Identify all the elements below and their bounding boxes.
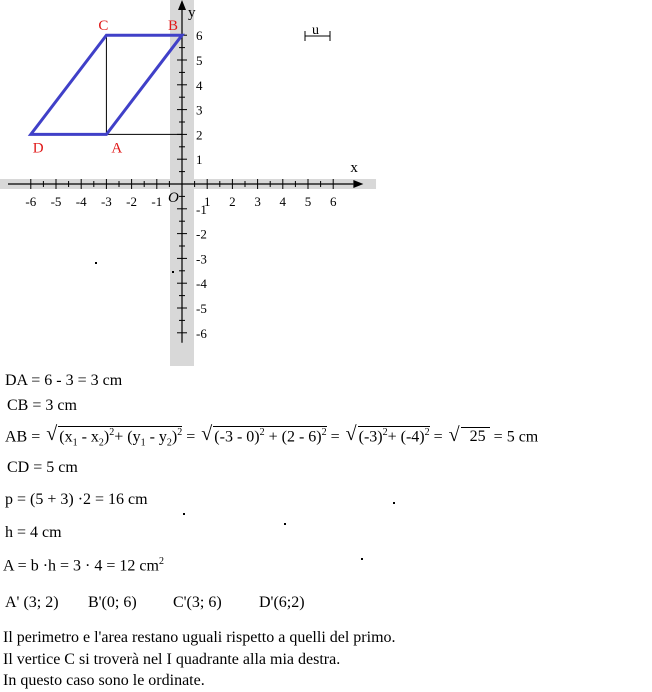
vertex-label-c: C <box>98 18 109 35</box>
y-tick-label: 5 <box>196 53 203 68</box>
line-da: DA = 6 - 3 = 3 cm <box>5 372 123 389</box>
y-tick-label: 2 <box>196 127 203 143</box>
y-tick-label: -5 <box>196 301 207 316</box>
line-area: A = b ·h = 3 · 4 = 12 $cm^2$ <box>3 556 164 575</box>
x-tick-label: -4 <box>75 194 87 209</box>
ab-radical-1: √ $(x_1 - x_2)^2+ (y_1 - y_2)^2$ <box>46 423 183 449</box>
y-tick-label: -1 <box>196 201 207 217</box>
line-ab: AB = √ $(x_1 - x_2)^2+ (y_1 - y_2)^2$ = √ (-3 - 0)$^2$ + (2 - 6)$^2$ = √ $(-3)^2+ (-4)^2$ = √ 25 = 5 cm <box>5 423 539 449</box>
x-tick-label: 3 <box>254 194 261 209</box>
x-axis-label: x <box>350 160 358 176</box>
stray-dot <box>284 523 286 525</box>
line-perimeter: p = (5 + 3) ·2 = 16 cm <box>5 491 148 508</box>
x-tick-label: 1 <box>203 194 211 209</box>
ab-radical-2: √ (-3 - 0)$^2$ + (2 - 6)$^2$ <box>201 423 327 446</box>
stray-dot <box>393 502 395 504</box>
vertex-label-d: D <box>32 140 44 157</box>
line-height: h = 4 cm <box>5 524 62 541</box>
y-axis-label: y <box>188 5 196 21</box>
sentence-ordinate: In questo caso sono le ordinate. <box>3 672 205 689</box>
x-tick-label: -6 <box>25 194 37 209</box>
y-tick-label: 1 <box>196 152 203 168</box>
x-tick-label: 2 <box>229 194 236 209</box>
x-tick-label: -5 <box>50 194 62 209</box>
x-tick-label: -2 <box>126 194 138 209</box>
x-tick-label: 4 <box>279 194 287 209</box>
y-tick-label: -6 <box>196 325 207 341</box>
ab-radical-4: √ 25 <box>449 429 490 445</box>
point-a-prime: A' (3; 2) <box>5 594 59 611</box>
x-tick-label: 6 <box>329 194 337 209</box>
y-tick-label: -2 <box>196 226 207 242</box>
x-tick-label: -3 <box>100 194 112 209</box>
y-tick-label: 3 <box>196 102 203 118</box>
stray-dot <box>361 558 363 560</box>
vertex-label-b: B <box>168 18 179 35</box>
y-tick-label: 6 <box>196 28 203 44</box>
unit-label: u <box>312 23 319 38</box>
vertex-label-a: A <box>111 140 123 157</box>
origin-label: O <box>168 190 179 206</box>
x-tick-label: 5 <box>304 194 312 209</box>
point-b-prime: B'(0; 6) <box>88 594 137 611</box>
line-cd: CD = 5 cm <box>7 459 78 476</box>
x-tick-label: -1 <box>151 194 163 209</box>
ab-prefix: AB = <box>5 428 41 446</box>
y-tick-label: 4 <box>196 77 203 93</box>
ab-radical-3: √ $(-3)^2+ (-4)^2$ <box>345 423 430 446</box>
line-cb: CB = 3 cm <box>7 397 77 414</box>
point-d-prime: D'(6;2) <box>259 594 305 611</box>
sentence-perimeter: Il perimetro e l'area restano uguali rispetto a quelli del primo. <box>3 629 396 646</box>
y-tick-label: -4 <box>196 276 207 292</box>
sentence-vertex: Il vertice C si troverà nel I quadrante alla mia destra. <box>3 651 341 668</box>
stray-dot <box>172 271 174 273</box>
point-c-prime: C'(3; 6) <box>173 594 222 611</box>
stray-dot <box>183 513 185 515</box>
y-tick-label: -3 <box>196 251 207 267</box>
stray-dot <box>95 262 97 264</box>
